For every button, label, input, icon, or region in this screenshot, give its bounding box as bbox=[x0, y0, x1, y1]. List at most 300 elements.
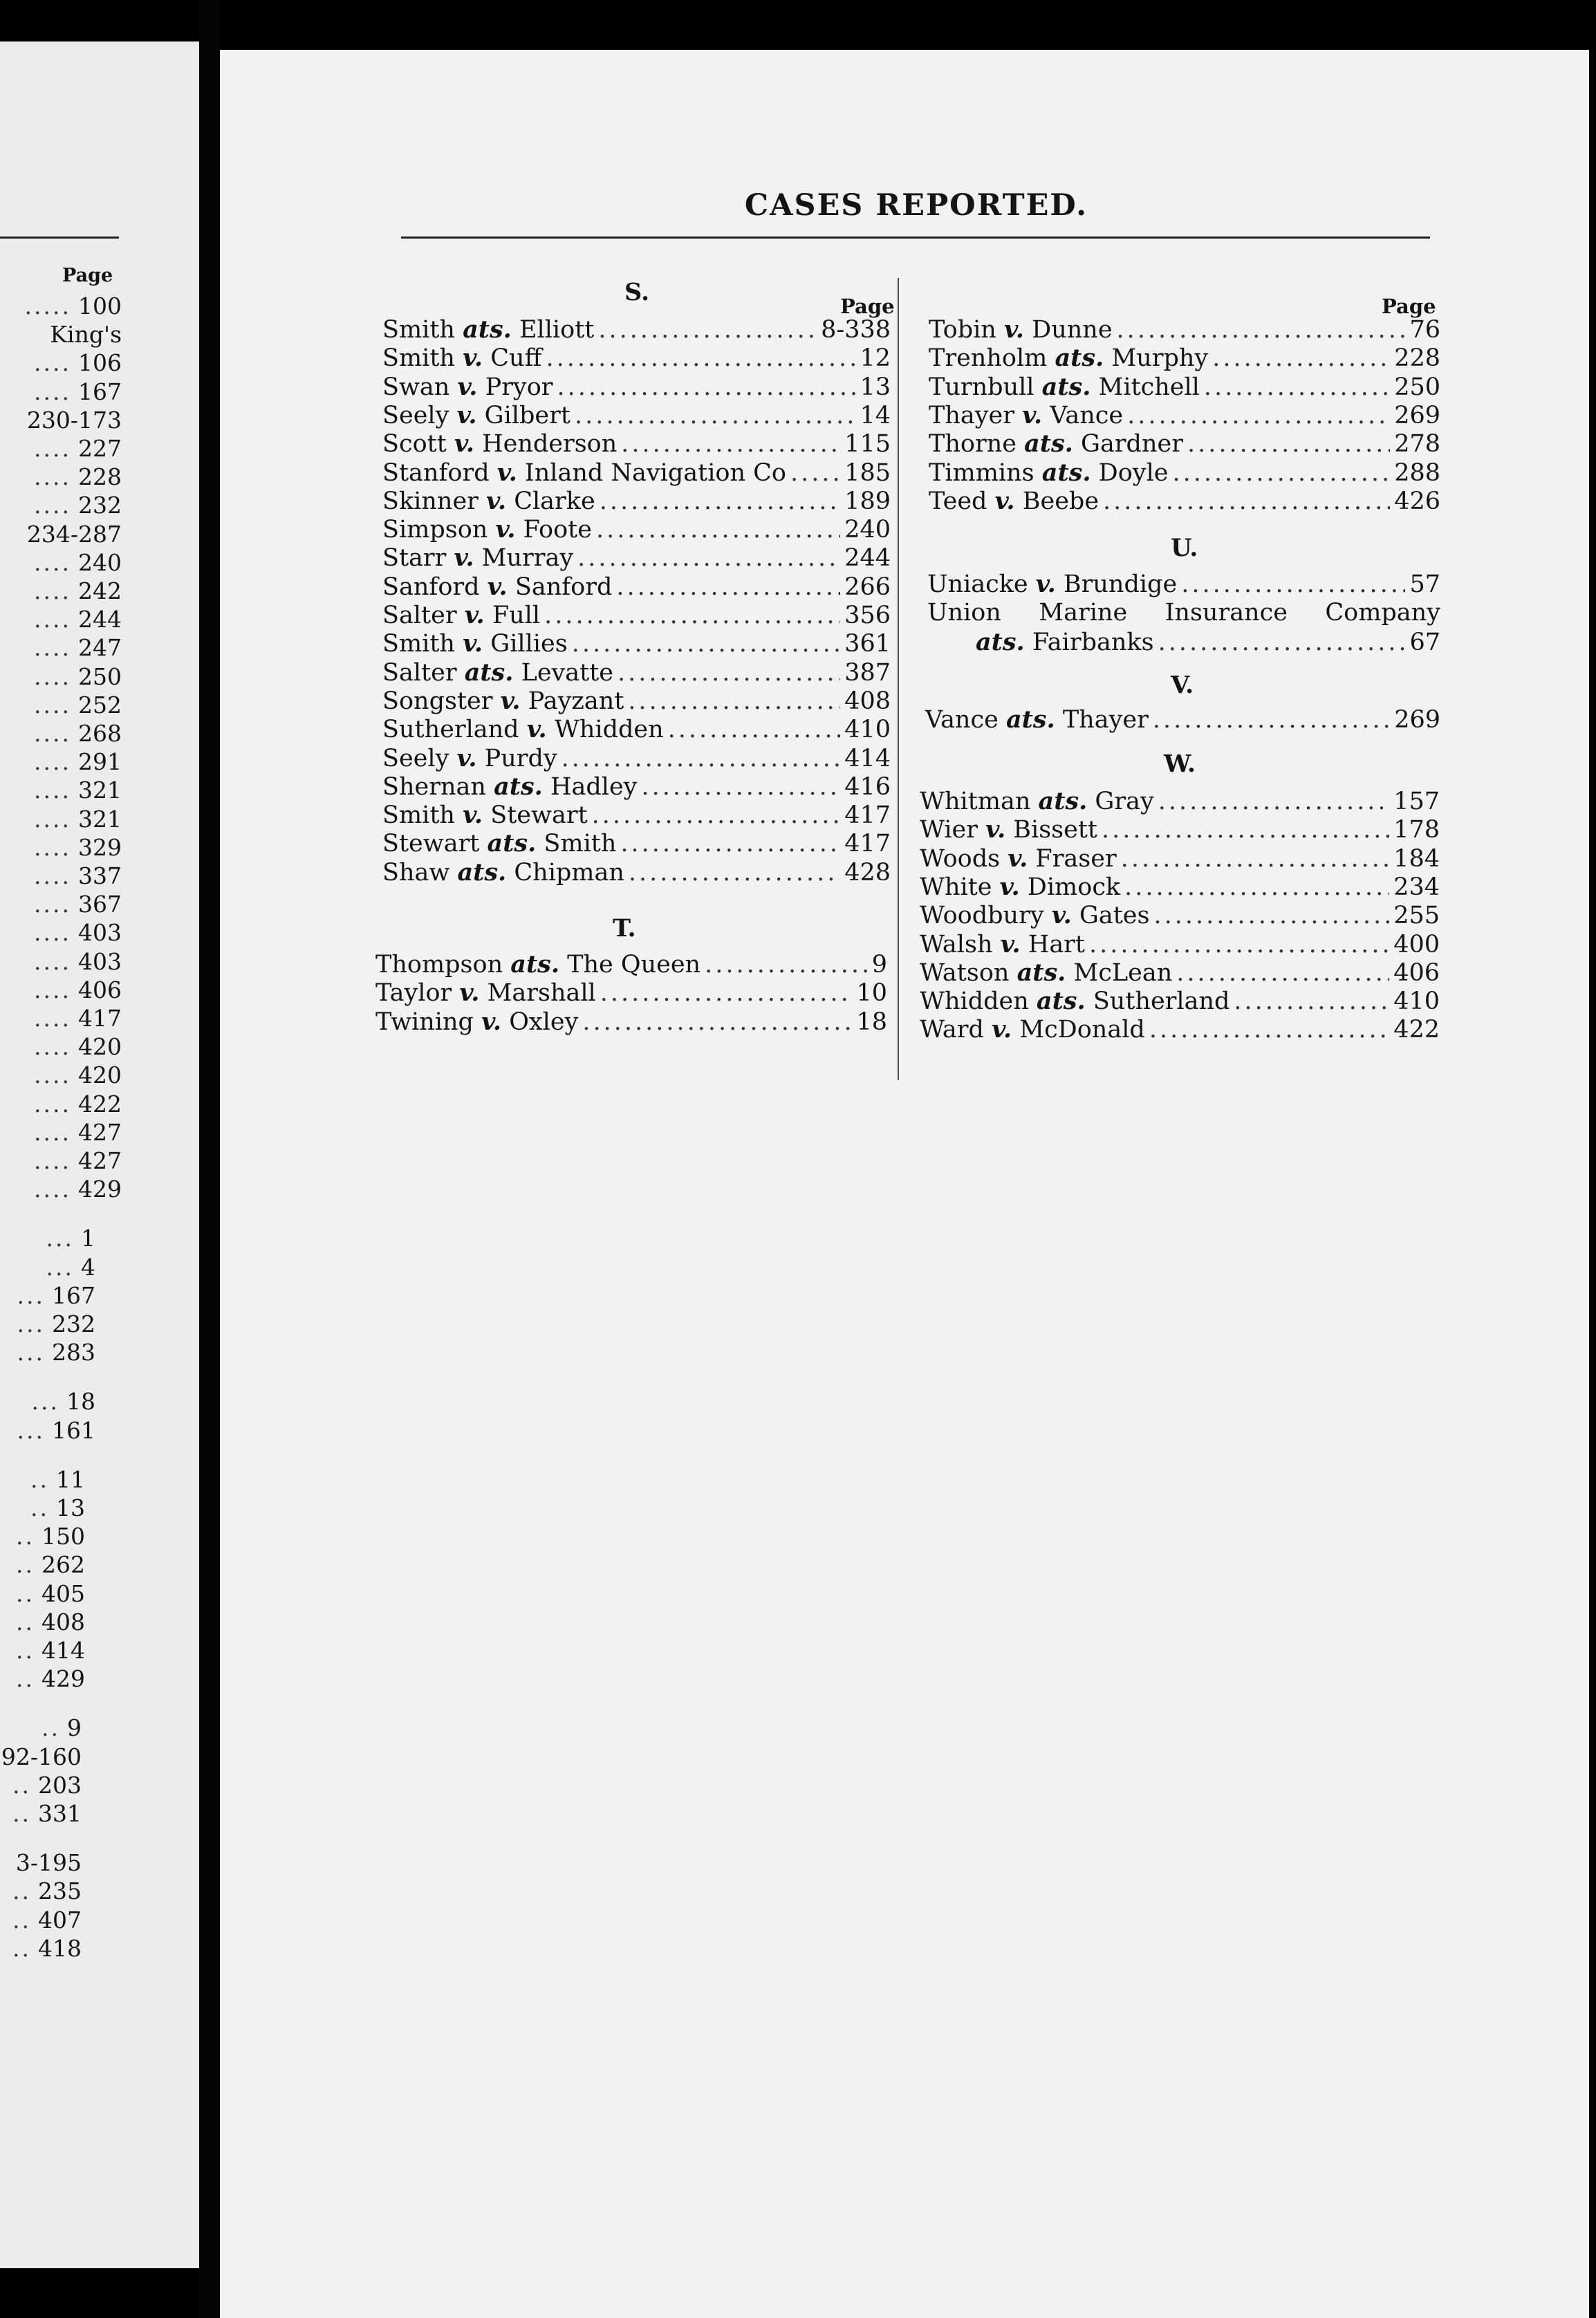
facing-page-line bbox=[16, 1580, 85, 1608]
party-two: Dunne bbox=[1032, 316, 1113, 344]
page-number: 228 bbox=[1394, 344, 1440, 373]
page-number: 400 bbox=[1393, 930, 1440, 958]
leader-dots: .. bbox=[12, 1800, 31, 1827]
case-name bbox=[929, 487, 1099, 516]
party-one: Stewart bbox=[382, 830, 480, 858]
party-one: Thayer bbox=[929, 401, 1014, 429]
list-item bbox=[920, 958, 1440, 987]
leader-dots: ... bbox=[46, 1225, 74, 1252]
facing-page-line bbox=[34, 919, 122, 947]
page-number: 8-338 bbox=[821, 316, 891, 344]
case-connector: ats. bbox=[1038, 787, 1088, 815]
page-number: 418 bbox=[38, 1934, 82, 1962]
list-item bbox=[382, 629, 891, 658]
page-number: 9 bbox=[67, 1714, 82, 1742]
leader-dots bbox=[618, 659, 840, 687]
party-two: Gardner bbox=[1080, 430, 1183, 458]
party-two: Gray bbox=[1095, 788, 1154, 815]
list-item bbox=[382, 801, 891, 829]
case-connector: v. bbox=[1022, 400, 1043, 429]
party-two: Marshall bbox=[487, 979, 596, 1008]
page-number: 426 bbox=[1394, 487, 1440, 515]
list-item bbox=[375, 1008, 887, 1036]
case-name bbox=[920, 873, 1120, 902]
facing-page-line bbox=[25, 293, 122, 320]
list-item bbox=[382, 715, 891, 743]
page-number: 291 bbox=[78, 748, 122, 776]
party-one: Twining bbox=[375, 1008, 474, 1036]
case-connector: ats. bbox=[457, 857, 507, 887]
leader-dots bbox=[1153, 902, 1389, 930]
case-connector: ats. bbox=[1017, 958, 1066, 987]
facing-page-rule bbox=[0, 237, 119, 239]
case-name bbox=[920, 844, 1117, 873]
case-name bbox=[382, 315, 594, 344]
leader-dots: .. bbox=[30, 1494, 49, 1521]
party-one: Vance bbox=[925, 706, 999, 734]
page-number: 185 bbox=[844, 458, 891, 487]
leader-dots bbox=[1124, 873, 1389, 902]
party-one: Swan bbox=[382, 373, 450, 401]
case-name bbox=[920, 987, 1230, 1016]
case-name bbox=[920, 958, 1172, 988]
case-name bbox=[382, 458, 786, 488]
leader-dots: .... bbox=[34, 720, 71, 747]
leader-dots: .. bbox=[30, 1465, 49, 1493]
leader-dots: .... bbox=[34, 748, 71, 776]
leader-dots bbox=[1158, 788, 1389, 816]
party-two: Bissett bbox=[1013, 816, 1097, 844]
leader-dots: .... bbox=[34, 1118, 71, 1146]
party-one: Taylor bbox=[375, 979, 452, 1008]
facing-page-line bbox=[34, 834, 122, 862]
leader-dots: .. bbox=[16, 1551, 35, 1579]
leader-dots bbox=[592, 801, 841, 830]
facing-page-line bbox=[34, 663, 122, 691]
list-item bbox=[920, 873, 1440, 901]
party-two: Foote bbox=[523, 516, 592, 544]
leader-dots: .... bbox=[34, 862, 71, 889]
facing-page-line bbox=[34, 1119, 122, 1147]
leader-dots: .... bbox=[34, 919, 71, 947]
page-number: 268 bbox=[78, 720, 122, 747]
leader-dots bbox=[600, 488, 840, 516]
section-letter-s: S. bbox=[624, 278, 650, 306]
party-two: Hart bbox=[1028, 930, 1085, 958]
leader-dots bbox=[641, 773, 840, 801]
leader-dots: ... bbox=[17, 1281, 45, 1309]
party-one: Sutherland bbox=[382, 716, 519, 744]
facing-page-line bbox=[12, 1772, 82, 1799]
page-number: 13 bbox=[860, 373, 891, 401]
facing-page-line bbox=[34, 492, 122, 519]
case-connector: v. bbox=[454, 429, 474, 458]
list-item bbox=[929, 401, 1440, 429]
leader-dots: .... bbox=[34, 463, 71, 491]
leader-dots: .. bbox=[41, 1714, 60, 1742]
leader-dots: .. bbox=[16, 1637, 35, 1664]
list-item bbox=[382, 687, 891, 715]
section-letter-w: W. bbox=[1164, 750, 1196, 778]
leader-dots bbox=[628, 687, 840, 716]
case-name bbox=[929, 458, 1168, 488]
party-one: Shaw bbox=[382, 858, 450, 887]
party-one: Skinner bbox=[382, 487, 479, 515]
facing-page-line bbox=[34, 1147, 122, 1175]
party-two: Payzant bbox=[528, 687, 624, 715]
page-number: 417 bbox=[844, 801, 891, 830]
leader-dots bbox=[1117, 316, 1406, 344]
page-number: 427 bbox=[78, 1147, 122, 1174]
case-connector: v. bbox=[463, 629, 483, 658]
party-two: Beebe bbox=[1022, 487, 1099, 515]
list-item bbox=[929, 373, 1440, 401]
case-connector: v. bbox=[1003, 315, 1024, 344]
party-one: Seely bbox=[382, 744, 449, 772]
facing-page-line bbox=[16, 1523, 85, 1550]
leader-dots: .... bbox=[34, 349, 71, 377]
case-name bbox=[382, 601, 540, 630]
leader-dots bbox=[572, 630, 841, 658]
leader-dots bbox=[562, 745, 841, 773]
party-one: Starr bbox=[382, 544, 447, 573]
facing-page-line bbox=[16, 1637, 85, 1665]
leader-dots bbox=[1187, 430, 1390, 458]
case-name bbox=[929, 429, 1183, 458]
leader-dots: .... bbox=[34, 662, 71, 690]
party-two: Cuff bbox=[490, 344, 542, 373]
case-connector: v. bbox=[456, 743, 477, 772]
page-number: 115 bbox=[844, 430, 891, 458]
facing-page-line bbox=[16, 1665, 85, 1693]
case-connector: ats. bbox=[1041, 458, 1091, 487]
leader-dots bbox=[544, 602, 840, 630]
case-name bbox=[929, 373, 1200, 402]
leader-dots bbox=[1089, 931, 1389, 959]
facing-page-line bbox=[30, 1466, 85, 1494]
page-number: 269 bbox=[1394, 401, 1440, 429]
section-letter-v: V. bbox=[1171, 671, 1194, 699]
page-number: 232 bbox=[52, 1310, 95, 1337]
case-connector: ats. bbox=[1036, 987, 1086, 1016]
leader-dots: ... bbox=[17, 1310, 45, 1337]
leader-dots bbox=[1176, 959, 1389, 988]
list-item bbox=[920, 930, 1440, 958]
page-number: 329 bbox=[78, 833, 122, 861]
party-one: Thompson bbox=[375, 951, 503, 979]
page-number: 244 bbox=[844, 544, 891, 573]
page-number: 428 bbox=[844, 858, 891, 887]
case-connector: v. bbox=[463, 801, 483, 830]
facing-page-line bbox=[0, 1743, 82, 1771]
list-item bbox=[920, 844, 1440, 873]
case-name bbox=[920, 787, 1154, 816]
page-number: 410 bbox=[1393, 988, 1440, 1016]
page-number: 92-160 bbox=[1, 1743, 82, 1770]
leader-dots: .... bbox=[34, 634, 71, 662]
party-one: Salter bbox=[382, 658, 457, 687]
leader-dots: ... bbox=[17, 1416, 45, 1444]
page-number: 407 bbox=[38, 1906, 82, 1934]
case-name bbox=[382, 573, 612, 602]
list-item bbox=[382, 373, 891, 401]
leader-dots: .... bbox=[34, 548, 71, 576]
case-name bbox=[382, 487, 595, 516]
facing-page-line bbox=[34, 748, 122, 776]
leader-dots bbox=[598, 316, 817, 344]
party-two: Gilbert bbox=[484, 401, 570, 429]
leader-dots bbox=[1102, 816, 1389, 844]
leader-dots: ... bbox=[17, 1339, 45, 1366]
leader-dots: .... bbox=[34, 492, 71, 519]
case-connector: v. bbox=[459, 979, 480, 1008]
leader-dots bbox=[596, 516, 840, 544]
list-item bbox=[382, 344, 891, 372]
leader-dots bbox=[705, 951, 868, 979]
party-two: Pryor bbox=[485, 373, 553, 401]
facing-page-line bbox=[34, 463, 122, 491]
case-connector: ats. bbox=[1005, 705, 1055, 734]
list-item bbox=[382, 601, 891, 629]
list-item bbox=[382, 515, 891, 544]
case-name bbox=[929, 344, 1208, 373]
case-name bbox=[382, 744, 557, 773]
case-connector: ats. bbox=[464, 658, 514, 687]
party-two: Smith bbox=[544, 830, 617, 858]
case-name bbox=[375, 950, 700, 979]
page-number: 283 bbox=[52, 1339, 95, 1366]
party-one: White bbox=[920, 873, 992, 901]
case-connector: v. bbox=[463, 344, 483, 373]
party-one: Whidden bbox=[920, 988, 1029, 1016]
leader-dots: ... bbox=[31, 1388, 59, 1416]
list-item bbox=[382, 401, 891, 429]
party-one: Turnbull bbox=[929, 373, 1034, 401]
page-number: 255 bbox=[1393, 902, 1440, 930]
page-number: 387 bbox=[844, 658, 891, 687]
page-number: 429 bbox=[78, 1176, 122, 1203]
case-connector: v. bbox=[1051, 901, 1072, 930]
party-one: Woods bbox=[920, 844, 1001, 873]
list-item bbox=[920, 787, 1440, 815]
case-connector: v. bbox=[526, 715, 547, 744]
page-number: 157 bbox=[1393, 788, 1440, 815]
list-item bbox=[929, 429, 1440, 458]
party-one: Smith bbox=[382, 630, 455, 658]
page-number: 414 bbox=[41, 1637, 85, 1664]
page-number: 405 bbox=[41, 1579, 85, 1607]
case-connector: v. bbox=[497, 458, 517, 487]
party-two: Murray bbox=[481, 544, 574, 573]
page-number: 252 bbox=[78, 691, 122, 718]
facing-page-line bbox=[34, 891, 122, 918]
case-name bbox=[382, 544, 573, 573]
party-one: Smith bbox=[382, 316, 455, 344]
page-number: 167 bbox=[78, 378, 122, 405]
list-item bbox=[382, 772, 891, 801]
party-one: Watson bbox=[920, 958, 1010, 987]
list-item bbox=[925, 705, 1440, 734]
case-connector: v. bbox=[999, 872, 1020, 901]
list-item-multiline: Union Marine Insurance Company bbox=[927, 599, 1440, 627]
case-name bbox=[382, 401, 570, 430]
list-item bbox=[929, 315, 1440, 344]
facing-page-line bbox=[46, 1225, 95, 1252]
list-item bbox=[382, 829, 891, 857]
case-name bbox=[382, 715, 664, 744]
page-number: 161 bbox=[52, 1416, 95, 1444]
leader-dots: ..... bbox=[24, 293, 71, 319]
page-number: 18 bbox=[66, 1388, 95, 1416]
party-two: Fraser bbox=[1035, 844, 1117, 873]
page-number: 331 bbox=[38, 1800, 82, 1827]
page-number: 247 bbox=[78, 634, 122, 662]
list-item bbox=[920, 987, 1440, 1015]
case-name bbox=[382, 373, 553, 402]
leader-dots: .... bbox=[34, 833, 71, 861]
facing-page-line bbox=[20, 521, 122, 548]
party-two: Full bbox=[492, 602, 541, 629]
facing-page-line bbox=[34, 777, 122, 804]
page-number: 100 bbox=[78, 293, 122, 319]
party-two: McDonald bbox=[1019, 1016, 1145, 1044]
facing-page bbox=[0, 41, 199, 2268]
party-two: Oxley bbox=[509, 1008, 579, 1036]
party-one: Shernan bbox=[382, 772, 486, 801]
facing-page-line bbox=[34, 606, 122, 633]
leader-dots: .... bbox=[34, 577, 71, 604]
case-name bbox=[382, 515, 592, 544]
facing-page-line bbox=[34, 1033, 122, 1061]
page-number: 106 bbox=[78, 349, 122, 377]
case-connector: ats. bbox=[1024, 429, 1073, 458]
title-rule bbox=[401, 237, 1430, 239]
facing-page-line bbox=[34, 1176, 122, 1203]
leader-dots: .. bbox=[12, 1771, 31, 1799]
case-connector: ats. bbox=[1055, 344, 1104, 373]
leader-dots bbox=[1121, 845, 1389, 873]
case-name bbox=[382, 858, 624, 887]
party-two: Henderson bbox=[482, 430, 618, 458]
case-name bbox=[920, 1015, 1145, 1044]
case-name bbox=[382, 629, 568, 658]
facing-page-line bbox=[32, 1388, 95, 1416]
page-number: 408 bbox=[41, 1608, 85, 1635]
party-two: McLean bbox=[1073, 958, 1173, 987]
leader-dots bbox=[790, 459, 840, 488]
case-name bbox=[920, 901, 1149, 930]
leader-dots bbox=[557, 373, 856, 402]
leader-dots: .. bbox=[16, 1579, 35, 1607]
list-item: Uniacke v. Brundige ..... 57 bbox=[927, 570, 1440, 598]
page-number: 11 bbox=[56, 1465, 85, 1493]
section-letter-u: U. bbox=[1171, 534, 1198, 562]
list-item bbox=[929, 458, 1440, 487]
party-one: Ward bbox=[920, 1016, 984, 1044]
page-number: 266 bbox=[844, 573, 891, 601]
page-number: 203 bbox=[38, 1771, 82, 1799]
party-one: Woodbury bbox=[920, 902, 1044, 930]
page-number: 269 bbox=[1394, 706, 1440, 734]
party-one: Wier bbox=[920, 816, 978, 844]
facing-page-line bbox=[34, 435, 122, 463]
page-number: 250 bbox=[78, 662, 122, 690]
case-name bbox=[382, 772, 637, 801]
party-two: Vance bbox=[1050, 401, 1124, 429]
facing-page-line bbox=[16, 1551, 85, 1579]
case-name bbox=[382, 658, 613, 687]
page-number: 414 bbox=[844, 744, 891, 772]
party-one: Scott bbox=[382, 430, 447, 458]
case-name bbox=[382, 687, 624, 716]
case-connector: v. bbox=[486, 486, 507, 515]
facing-page-line bbox=[34, 349, 122, 377]
page-number: 244 bbox=[78, 606, 122, 633]
case-connector: ats. bbox=[494, 772, 543, 801]
list-item bbox=[920, 815, 1440, 844]
case-name bbox=[920, 930, 1085, 959]
case-connector: v. bbox=[454, 544, 474, 573]
list-item bbox=[382, 315, 891, 344]
leader-dots bbox=[1153, 706, 1390, 734]
case-name bbox=[920, 815, 1097, 844]
case-connector: ats. bbox=[510, 950, 560, 979]
list-item bbox=[382, 573, 891, 601]
party-two: Gillies bbox=[490, 630, 568, 658]
party-two: Thayer bbox=[1062, 706, 1149, 734]
party-one: Songster bbox=[382, 687, 493, 715]
page-number: 3-195 bbox=[15, 1849, 82, 1877]
facing-page-line bbox=[34, 806, 122, 833]
facing-page-line bbox=[17, 1310, 95, 1338]
leader-dots bbox=[620, 830, 840, 858]
leader-dots: .. bbox=[12, 1934, 31, 1962]
page-number: 150 bbox=[41, 1523, 85, 1550]
case-name bbox=[925, 705, 1149, 734]
leader-dots: .... bbox=[34, 435, 71, 462]
party-one: Tobin bbox=[929, 316, 996, 344]
page-number: 422 bbox=[78, 1090, 122, 1118]
page-number: 184 bbox=[1393, 844, 1440, 873]
facing-page-line bbox=[34, 720, 122, 748]
page-number: 240 bbox=[844, 516, 891, 544]
page-number: 234 bbox=[1393, 873, 1440, 901]
page-title: CASES REPORTED. bbox=[744, 188, 1088, 223]
list-item-continuation: ats. Fairbanks ..... 67 bbox=[976, 628, 1440, 656]
page-number: 408 bbox=[844, 687, 891, 715]
facing-page-line bbox=[34, 378, 122, 406]
case-name bbox=[929, 401, 1123, 430]
leader-dots bbox=[616, 573, 840, 602]
party-one: Trenholm bbox=[929, 344, 1048, 373]
facing-page-line bbox=[9, 1849, 82, 1877]
page-number: 242 bbox=[78, 577, 122, 604]
case-connector: v. bbox=[1000, 929, 1021, 958]
case-connector: v. bbox=[495, 515, 516, 544]
page-number: 178 bbox=[1393, 816, 1440, 844]
party-one: Stanford bbox=[382, 458, 490, 487]
leader-dots bbox=[546, 344, 855, 373]
page-number: 410 bbox=[844, 716, 891, 744]
facing-page-line bbox=[12, 1877, 82, 1905]
party-two: Whidden bbox=[554, 716, 664, 744]
leader-dots bbox=[577, 544, 840, 573]
party-one: Seely bbox=[382, 401, 449, 429]
leader-dots: .... bbox=[34, 691, 71, 718]
page-number: 9 bbox=[871, 951, 887, 979]
leader-dots bbox=[582, 1008, 852, 1037]
facing-page-line bbox=[12, 1800, 82, 1828]
